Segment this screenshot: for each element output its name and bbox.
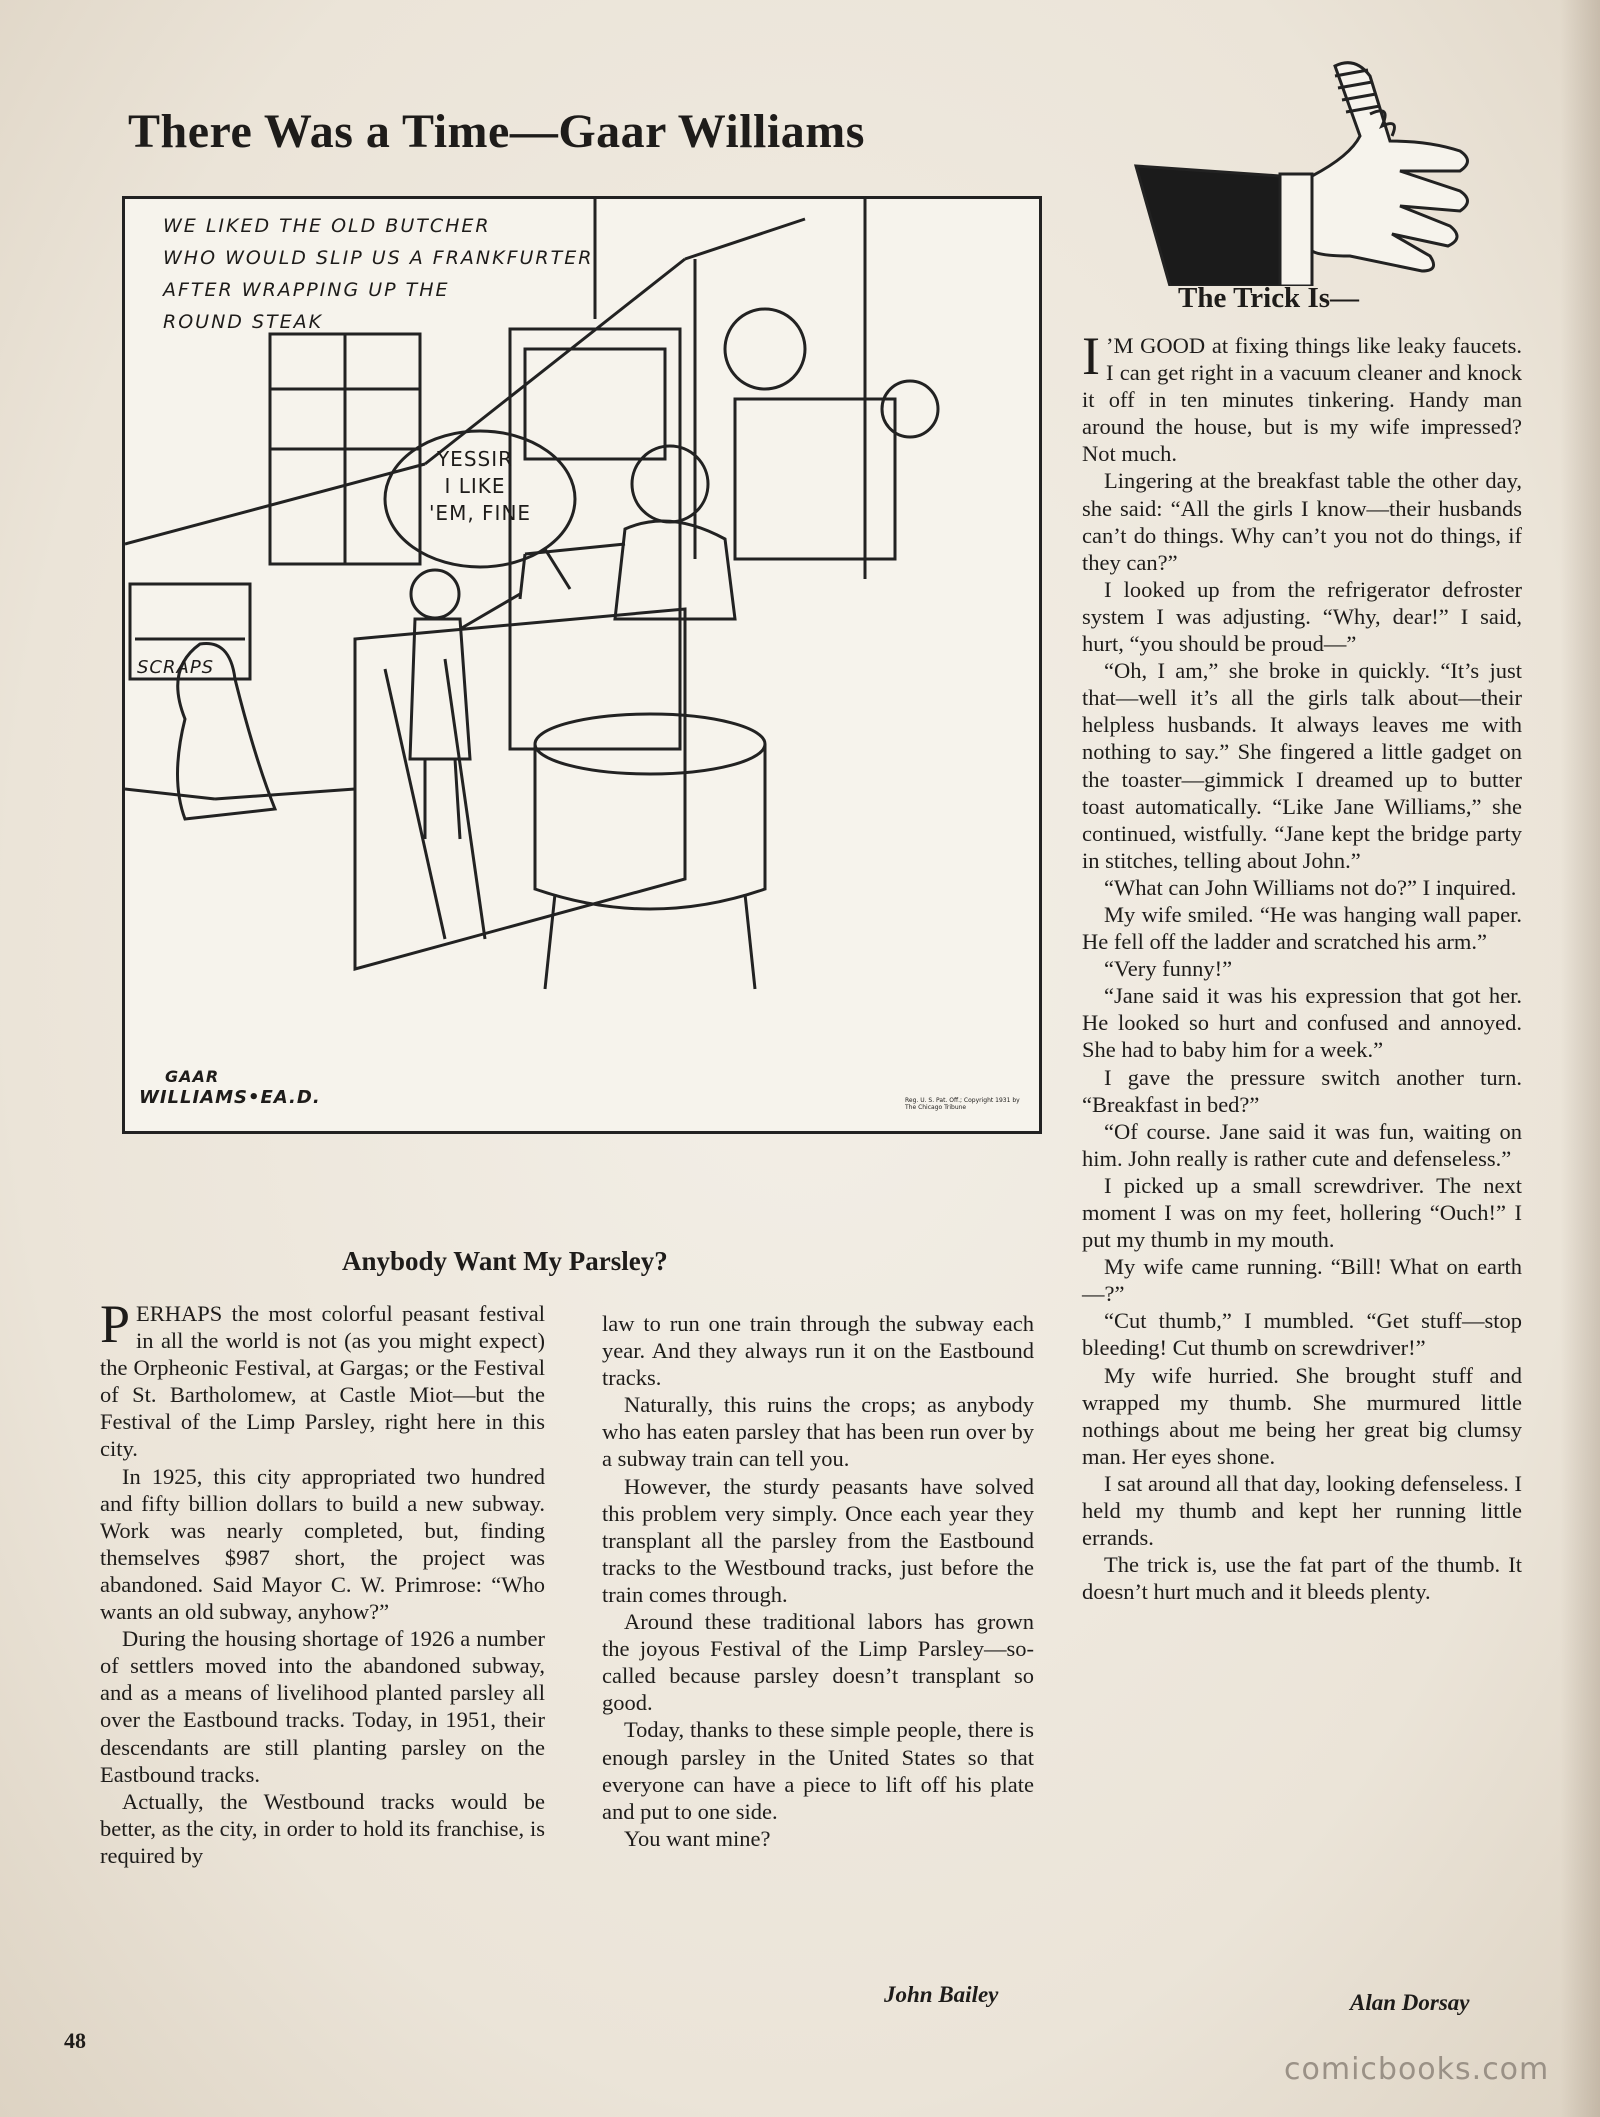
speech-text-line: I LIKE (444, 474, 506, 498)
section-title-trick: The Trick Is— (1178, 282, 1360, 314)
speech-text-line: 'EM, FINE (428, 501, 532, 525)
cartoon-caption-line: AFTER WRAPPING UP THE (163, 279, 450, 301)
dropcap: I (1082, 326, 1100, 386)
wall-line (125, 464, 425, 544)
trick-article-body (1082, 326, 1522, 1605)
speech-text-line: YESSIR (436, 447, 514, 471)
paragraph: My wife hurried. She brought stuff and wrapped my thumb. She murmured little nothings about me being her great big clumsy man. Her eyes shone. (1082, 1362, 1522, 1469)
paragraph: “Jane said it was his expression that got her. He looked so hurt and confused and annoyed. She had to baby him for a week.” (1082, 983, 1522, 1063)
paragraph: “Oh, I am,” she broke in quickly. “It’s just that—well it’s all the girls talk about—their helpless husbands. It always leaves me with nothing to say.” She fingered a little gadget on the toaster—gimmick I dreamed up to butter toast automatically. “Like Jane Williams,” she continued, wistfully. “Jane kept the bridge party in stitches, telling about John.” (1082, 658, 1522, 873)
boy-head (411, 570, 459, 618)
paragraph: My wife smiled. “He was hanging wall paper. He fell off the ladder and scratched his arm.” (1082, 901, 1522, 955)
paragraph: I sat around all that day, looking defenseless. I held my thumb and kept her running little errands. (1082, 1470, 1522, 1551)
paragraph: law to run one train through the subway each year. And they always run it on the Eastbound tracks. (602, 1311, 1034, 1391)
butcher-body (615, 521, 735, 619)
byline-john-bailey: John Bailey (884, 1982, 999, 2007)
page-edge-shadow (1560, 0, 1600, 2117)
paragraph: However, the sturdy peasants have solved this problem very simply. Once each year they transplant all the parsley from the Eastbound tracks to the Westbound tracks, just before the train comes through. (602, 1473, 1034, 1607)
paragraph: “Very funny!” (1104, 956, 1233, 982)
paragraph: “What can John Williams not do?” I inquired. (1104, 874, 1517, 900)
cartoon-caption-line: WE LIKED THE OLD BUTCHER (163, 215, 491, 237)
bandaged-hand-illustration (1130, 56, 1480, 286)
byline-alan-dorsay: Alan Dorsay (1350, 1990, 1470, 2015)
paragraph: My wife came running. “Bill! What on earth—?” (1082, 1254, 1522, 1307)
cartoon-caption-line: WHO WOULD SLIP US A FRANKFURTER (163, 247, 594, 269)
paragraph: I ’M GOOD at fixing things like leaky faucets. I can get right in a vacuum cleaner and knock it off in ten minutes tinkering. Handy man around the house, but is my wife impressed? Not much. (1082, 326, 1522, 467)
paragraph: During the housing shortage of 1926 a number of settlers moved into the abandoned subway, and as a means of livelihood planted parsley all over the Eastbound tracks. Today, in 1951, their descendants are still planting parsley on the Eastbound tracks. (100, 1626, 545, 1787)
cutting-block (535, 744, 765, 909)
paragraph: Around these traditional labors has grown the joyous Festival of the Limp Parsley—so-called because parsley doesn’t transplant so good. (602, 1609, 1034, 1716)
cartoon-signature-line: GAAR (165, 1067, 220, 1086)
paragraph: PERHAPS the most colorful peasant festival in all the world is not (as you might expect) the Orpheonic Festival, at Gargas; or the Festival of St. Bartholomew, at Castle Miot—but the Festival of the Limp Parsley, right here in this city. (100, 1294, 545, 1462)
sleeve (1136, 166, 1280, 286)
cartoon-panel (122, 196, 1042, 1134)
paragraph: I picked up a small screwdriver. The next moment I was on my feet, hollering “Ouch!” I put my thumb in my mouth. (1082, 1172, 1522, 1253)
section-title-parsley: Anybody Want My Parsley? (342, 1246, 668, 1276)
main-title: There Was a Time—Gaar Williams (128, 105, 865, 158)
paragraph: “Cut thumb,” I mumbled. “Get stuff—stop bleeding! Cut thumb on screwdriver!” (1082, 1308, 1522, 1361)
paragraph: Actually, the Westbound tracks would be better, as the city, in order to hold its franchise, is required by (100, 1788, 545, 1868)
paragraph: Naturally, this ruins the crops; as anybody who has eaten parsley that has been run over by a subway train can tell you. (602, 1392, 1034, 1472)
butcher-head (632, 446, 708, 522)
cutting-block-top (535, 714, 765, 774)
cuff (1280, 174, 1312, 286)
cartoon-caption-line: ROUND STEAK (163, 311, 324, 333)
shop-door (510, 329, 680, 749)
dropcap: P (100, 1294, 131, 1354)
butcher-counter (355, 609, 685, 969)
hand (1312, 63, 1468, 271)
scraps-sign: SCRAPS (137, 657, 215, 678)
paragraph: The trick is, use the fat part of the thumb. It doesn’t hurt much and it bleeds plenty. (1082, 1552, 1522, 1605)
cartoon-signature-line: WILLIAMS•EA.D. (139, 1087, 321, 1108)
cartoon-copyright: Reg. U. S. Pat. Off.; Copyright 1931 by The Chicago Tribune (905, 1097, 1020, 1111)
watermark: comicbooks.com (1284, 2052, 1550, 2087)
boy-body (410, 619, 470, 759)
parsley-article-col1 (100, 1294, 545, 1869)
cartoon-drawing (125, 199, 1039, 1131)
paragraph: Lingering at the breakfast table the other day, she said: “All the girls I know—their husbands can’t do things. Why can’t you not do things, if they can?” (1082, 468, 1522, 575)
paragraph: You want mine? (624, 1825, 771, 1851)
paragraph: In 1925, this city appropriated two hundred and fifty billion dollars to build a new subway. Work was nearly completed, but, finding themselves $987 short, the project was abandoned. Said Mayor C. W. Primrose: “Who wants an old subway, anyhow?” (100, 1463, 545, 1625)
paragraph: “Of course. Jane said it was fun, waiting on him. John really is rather cute and defenseless.” (1082, 1118, 1522, 1171)
paragraph: I gave the pressure switch another turn. “Breakfast in bed?” (1082, 1064, 1522, 1117)
paragraph: Today, thanks to these simple people, there is enough parsley in the United States so that everyone can have a piece to lift off his plate and put to one side. (602, 1717, 1034, 1824)
parsley-article-col2 (602, 1310, 1034, 1852)
page-number: 48 (64, 2028, 86, 2053)
paragraph: I looked up from the refrigerator defroster system I was adjusting. “Why, dear!” I said, hurt, “you should be proud—” (1082, 576, 1522, 657)
scale-wheel (725, 309, 805, 389)
